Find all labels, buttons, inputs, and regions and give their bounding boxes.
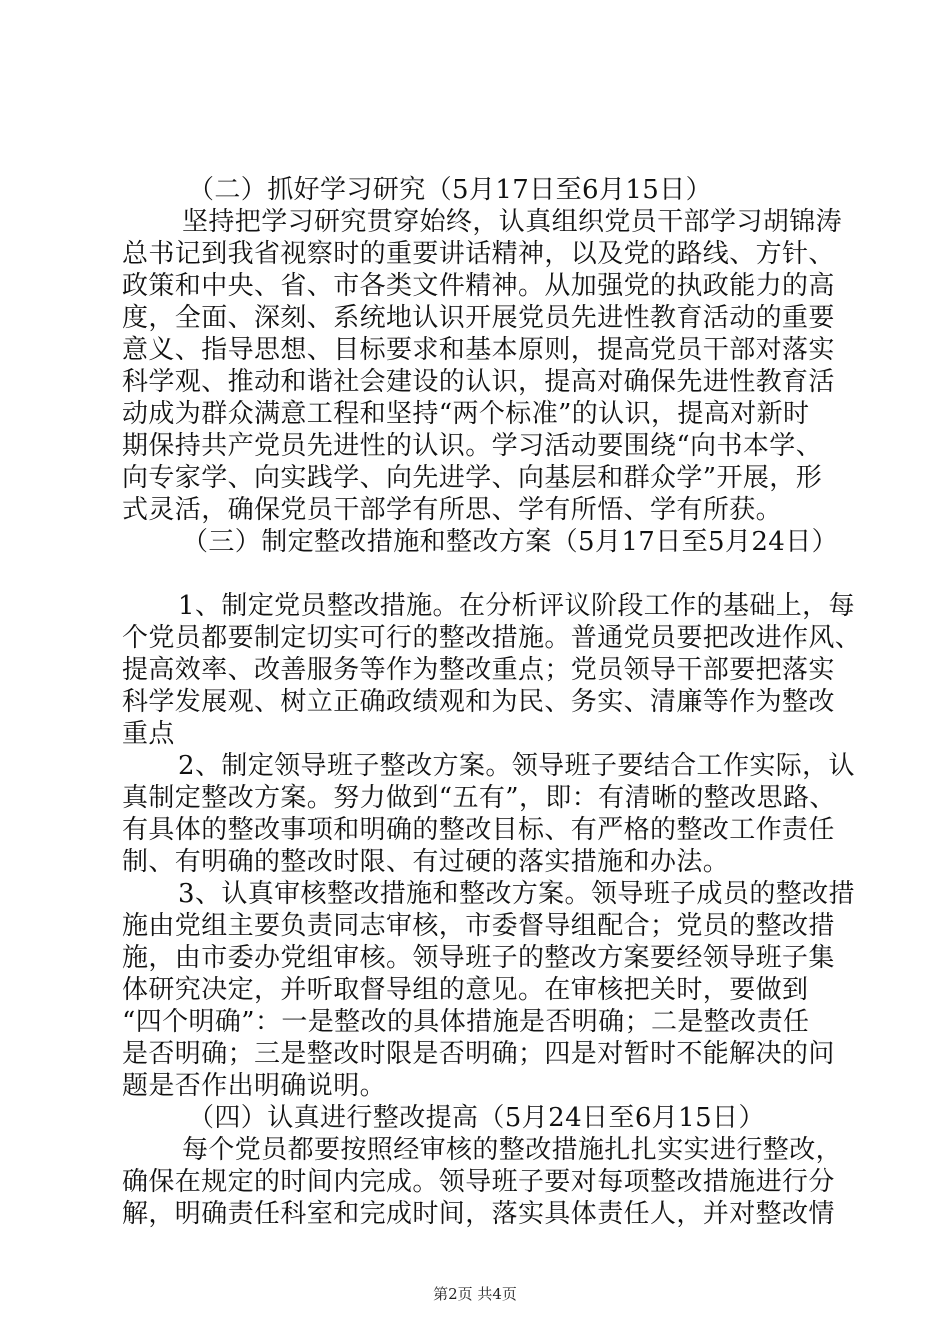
paragraph-line: 真制定整改方案。努力做到“五有”，即：有清晰的整改思路、 bbox=[122, 783, 836, 813]
paragraph-line: 意义、指导思想、目标要求和基本原则，提高党员干部对落实 bbox=[122, 335, 835, 365]
paragraph-line: 期保持共产党员先进性的认识。学习活动要围绕“向书本学、 bbox=[122, 431, 823, 461]
paragraph-line: 2、制定领导班子整改方案。领导班子要结合工作实际，认 bbox=[178, 751, 855, 781]
paragraph-line: 向专家学、向实践学、向先进学、向基层和群众学”开展，形 bbox=[122, 463, 823, 493]
paragraph-line: 度，全面、深刻、系统地认识开展党员先进性教育活动的重要 bbox=[122, 303, 835, 333]
paragraph-line: 科学发展观、树立正确政绩观和为民、务实、清廉等作为整改 bbox=[122, 687, 835, 717]
paragraph-line: 施，由市委办党组审核。领导班子的整改方案要经领导班子集 bbox=[122, 943, 835, 973]
paragraph-line: 式灵活，确保党员干部学有所思、学有所悟、学有所获。 bbox=[122, 495, 783, 525]
paragraph-line: 施由党组主要负责同志审核，市委督导组配合；党员的整改措 bbox=[122, 911, 835, 941]
paragraph-line: 提高效率、改善服务等作为整改重点；党员领导干部要把落实 bbox=[122, 655, 835, 685]
paragraph-line: 坚持把学习研究贯穿始终，认真组织党员干部学习胡锦涛 bbox=[182, 207, 843, 237]
paragraph-line: 科学观、推动和谐社会建设的认识，提高对确保先进性教育活 bbox=[122, 367, 835, 397]
paragraph-line: 重点 bbox=[122, 719, 175, 749]
paragraph-line: 3、认真审核整改措施和整改方案。领导班子成员的整改措 bbox=[178, 879, 855, 909]
paragraph-line: 题是否作出明确说明。 bbox=[122, 1071, 387, 1101]
paragraph-line: 1、制定党员整改措施。在分析评议阶段工作的基础上，每 bbox=[178, 591, 855, 621]
paragraph-line: 动成为群众满意工程和坚持“两个标准”的认识，提高对新时 bbox=[122, 399, 810, 429]
section-heading-4: （四）认真进行整改提高（5月24日至6月15日） bbox=[188, 1103, 765, 1133]
paragraph-line: 体研究决定，并听取督导组的意见。在审核把关时，要做到 bbox=[122, 975, 809, 1005]
paragraph-line: 制、有明确的整改时限、有过硬的落实措施和办法。 bbox=[122, 847, 730, 877]
paragraph-line: 政策和中央、省、市各类文件精神。从加强党的执政能力的高 bbox=[122, 271, 835, 301]
paragraph-line: 解，明确责任科室和完成时间，落实具体责任人，并对整改情 bbox=[122, 1199, 835, 1229]
paragraph-line: 确保在规定的时间内完成。领导班子要对每项整改措施进行分 bbox=[122, 1167, 835, 1197]
paragraph-line: 每个党员都要按照经审核的整改措施扎扎实实进行整改， bbox=[182, 1135, 843, 1165]
page-number-footer: 第2页 共4页 bbox=[433, 1285, 517, 1303]
paragraph-line: 总书记到我省视察时的重要讲话精神，以及党的路线、方针、 bbox=[122, 239, 835, 269]
paragraph-line: 有具体的整改事项和明确的整改目标、有严格的整改工作责任 bbox=[122, 815, 835, 845]
section-heading-2: （二）抓好学习研究（5月17日至6月15日） bbox=[188, 175, 713, 205]
section-heading-3: （三）制定整改措施和整改方案（5月17日至5月24日） bbox=[182, 527, 839, 557]
paragraph-line: 是否明确；三是整改时限是否明确；四是对暂时不能解决的问 bbox=[122, 1039, 835, 1069]
paragraph-line: 个党员都要制定切实可行的整改措施。普通党员要把改进作风、 bbox=[122, 623, 862, 653]
paragraph-line: “四个明确”：一是整改的具体措施是否明确；二是整改责任 bbox=[122, 1007, 810, 1037]
